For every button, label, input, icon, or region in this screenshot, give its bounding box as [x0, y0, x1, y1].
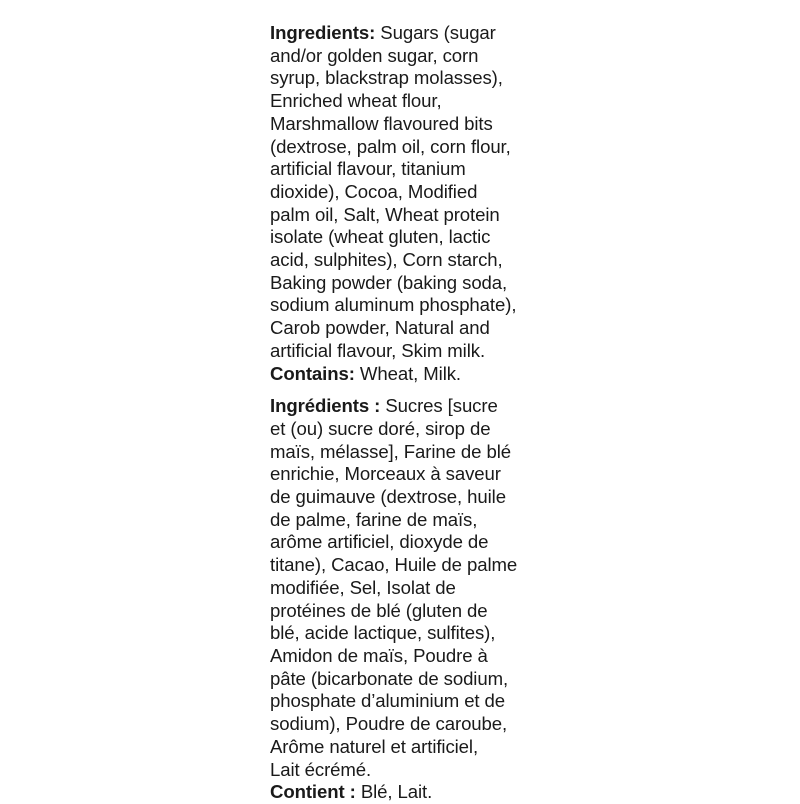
english-contains-heading: Contains: [270, 362, 355, 384]
ingredients-line: dioxide), Cocoa, Modified [270, 180, 478, 202]
english-ingredients-heading: Ingredients: [270, 22, 376, 43]
ingredients-line: artificial flavour, titanium [270, 158, 466, 180]
english-allergen-line [270, 363, 560, 386]
ingredients-line: Carob powder, Natural and [270, 317, 490, 339]
ingredients-line: Baking powder (baking soda, [270, 271, 508, 293]
french-allergen-line [270, 781, 560, 804]
french-ingredients-block [270, 395, 560, 804]
ingredients-line: Lait écrémé. [270, 758, 372, 780]
ingredients-line: acid, sulphites), Corn starch, [270, 249, 503, 271]
french-contains-text: Blé, Lait. [355, 781, 433, 803]
french-ingredients-heading: Ingrédients : [270, 395, 381, 417]
ingredients-line: isolate (wheat gluten, lactic [270, 226, 491, 248]
ingredients-line: Marshmallow flavoured bits [270, 112, 493, 134]
ingredients-line: sodium), Poudre de caroube, [270, 713, 508, 735]
ingredients-line [270, 395, 560, 418]
ingredients-line: arôme artificiel, dioxyde de [270, 531, 489, 553]
ingredients-line: Arôme naturel et artificiel, [270, 735, 479, 757]
ingredients-line: maïs, mélasse], Farine de blé [270, 440, 511, 462]
ingredients-line: enrichie, Morceaux à saveur [270, 463, 501, 485]
french-contains-heading: Contient : [270, 781, 356, 803]
ingredients-line: palm oil, Salt, Wheat protein [270, 203, 500, 225]
ingredients-line: artificial flavour, Skim milk. [270, 339, 486, 361]
ingredients-line: phosphate d’aluminium et de [270, 690, 506, 712]
ingredients-line: et (ou) sucre doré, sirop de [270, 417, 491, 439]
ingredients-line: and/or golden sugar, corn [270, 44, 479, 66]
ingredients-line: Enriched wheat flour, [270, 90, 442, 112]
ingredients-line: Amidon de maïs, Poudre à [270, 644, 488, 666]
ingredients-line: sodium aluminum phosphate), [270, 294, 517, 316]
ingredients-line: modifiée, Sel, Isolat de [270, 576, 456, 598]
ingredients-line: pâte (bicarbonate de sodium, [270, 667, 509, 689]
ingredients-text: Sucres [sucre [380, 395, 498, 417]
ingredients-label [270, 22, 560, 804]
ingredients-line: de palme, farine de maïs, [270, 508, 478, 530]
ingredients-line: (dextrose, palm oil, corn flour, [270, 135, 511, 157]
ingredients-line: syrup, blackstrap molasses), [270, 67, 503, 89]
ingredients-text: Sugars (sugar [375, 22, 496, 43]
ingredients-line: titane), Cacao, Huile de palme [270, 554, 518, 576]
english-contains-text: Wheat, Milk. [354, 362, 461, 384]
ingredients-line: de guimauve (dextrose, huile [270, 486, 506, 508]
english-ingredients-block [270, 22, 560, 385]
ingredients-line: blé, acide lactique, sulfites), [270, 622, 496, 644]
ingredients-line [270, 22, 560, 45]
ingredients-line: protéines de blé (gluten de [270, 599, 488, 621]
